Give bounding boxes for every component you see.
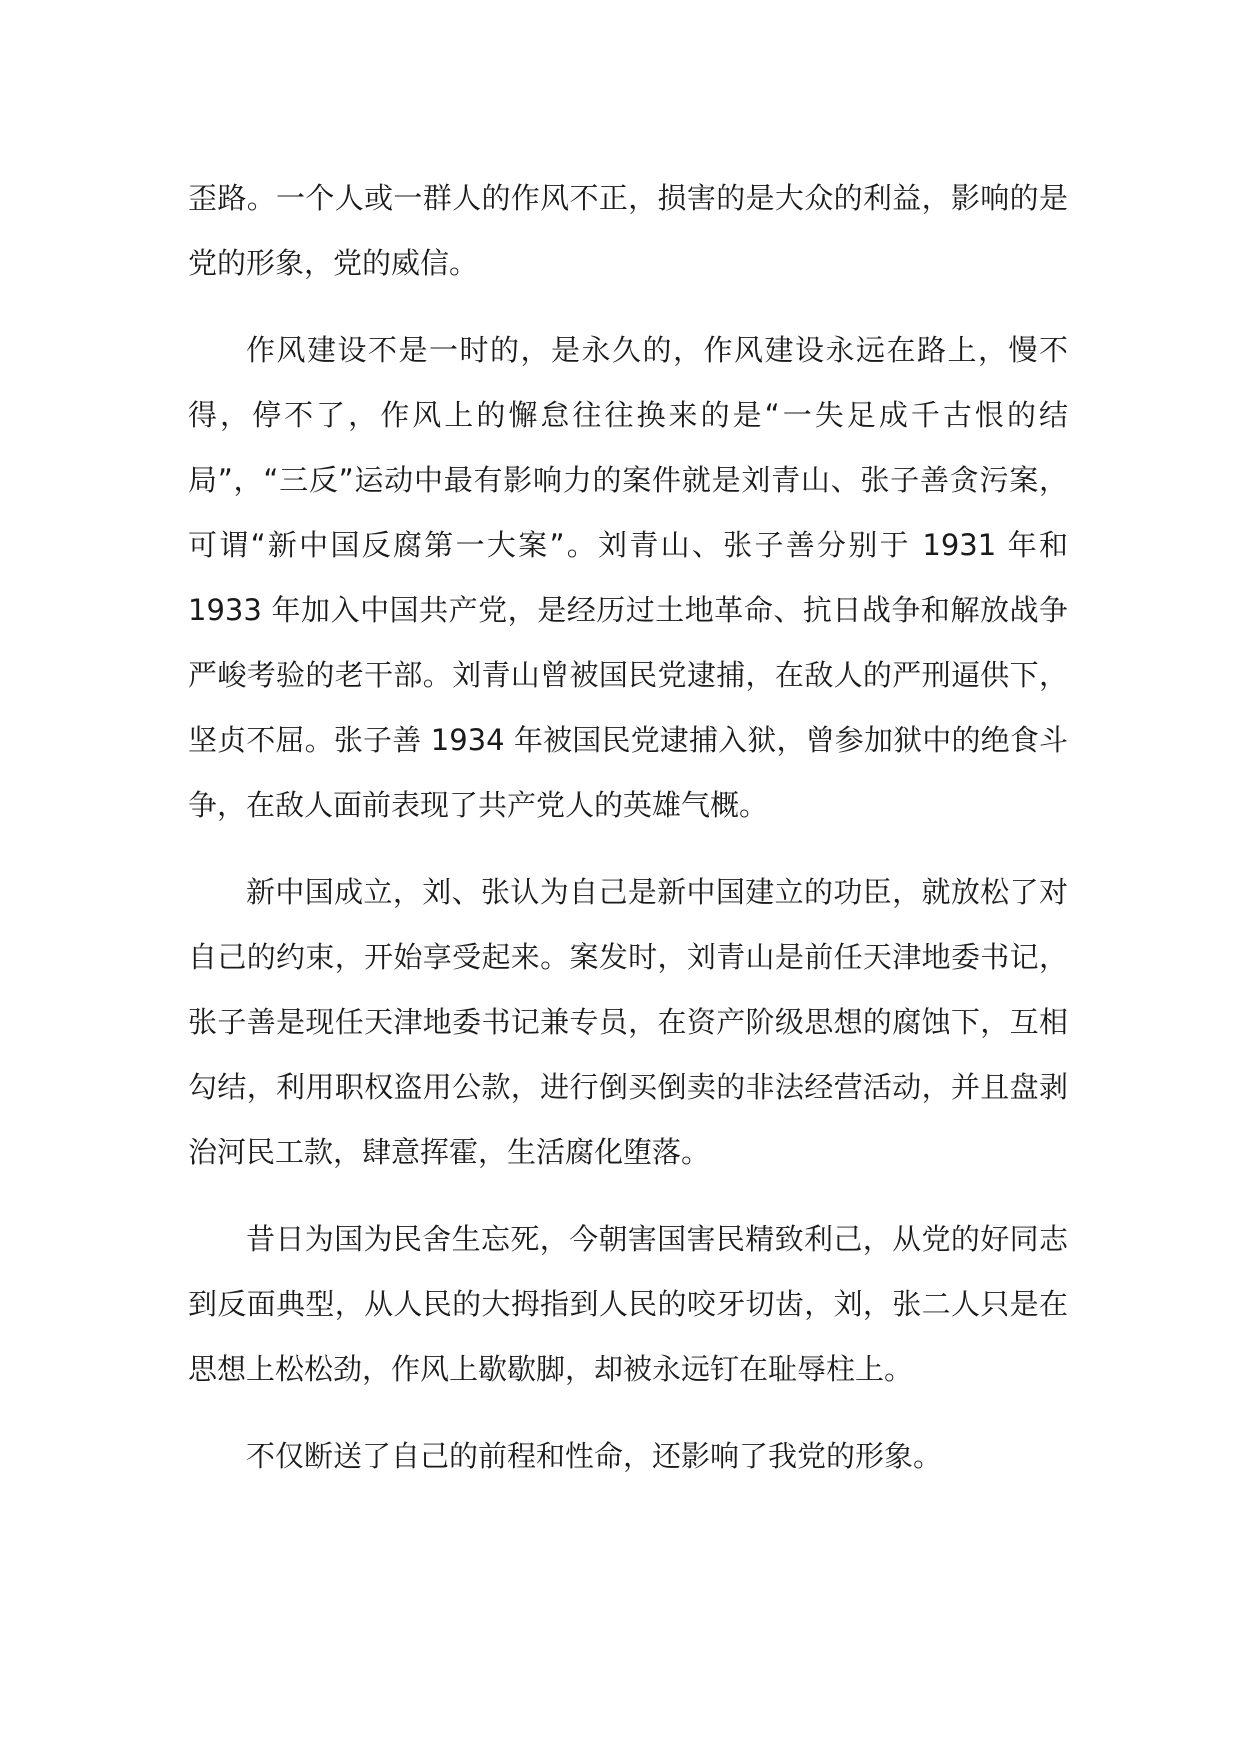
paragraph-5: 不仅断送了自己的前程和性命，还影响了我党的形象。 (246, 1439, 943, 1473)
paragraph-4: 昔日为国为民舍生忘死，今朝害国害民精致利己，从党的好同志到反面典型，从人民的大拇指到人民的咬牙切齿，刘，张二人只是在思想上松松劲，作风上歇歇脚，却被永远钉在耻辱柱上。 (188, 1222, 1068, 1386)
paragraph-2: 作风建设不是一时的，是永久的，作风建设永远在路上，慢不得，停不了，作风上的懈怠往往换来的是“一失足成千古恨的结局”，“三反”运动中最有影响力的案件就是刘青山、张子善贪污案，可谓“新中国反腐第一大案”。刘青山、张子善分别于 1931 年和 1933 年加入中国共产党，是经历过土地革命、抗日战争和解放战争严峻考验的老干部。刘青山曾被国民党逮捕，在敌人的严刑逼供下，坚贞不屈。张子善 1934 年被国民党逮捕入狱，曾参加狱中的绝食斗争，在敌人面前表现了共产党人的英雄气概。 (188, 333, 1068, 822)
paragraph-1: 歪路。一个人或一群人的作风不正，损害的是大众的利益，影响的是党的形象，党的威信。 (188, 181, 1068, 280)
document-body (188, 166, 1068, 1511)
paragraph-3: 新中国成立，刘、张认为自己是新中国建立的功臣，就放松了对自己的约束，开始享受起来。案发时，刘青山是前任天津地委书记，张子善是现任天津地委书记兼专员，在资产阶级思想的腐蚀下，互相勾结，利用职权盗用公款，进行倒买倒卖的非法经营活动，并且盘剥治河民工款，肆意挥霍，生活腐化堕落。 (188, 875, 1068, 1169)
